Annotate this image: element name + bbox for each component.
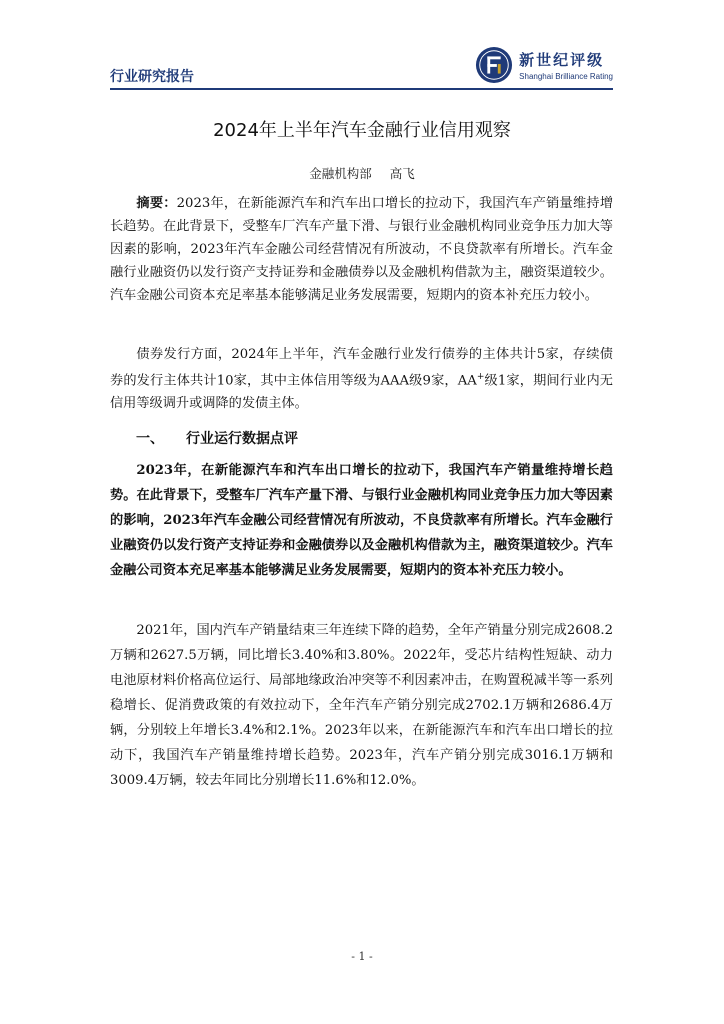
author-name: 高飞 [389,166,415,181]
page-number: - 1 - [351,950,373,963]
section-heading-1 [136,428,298,448]
bond-text-part2: 级1家，期间行业内无信用等级调升或调降的发债主体。 [110,373,613,412]
author-department: 金融机构部 [309,166,372,181]
summary-paragraph: 2023年，在新能源汽车和汽车出口增长的拉动下，我国汽车产销量维持增长趋势。在此背景下，受整车厂汽车产量下滑、与银行业金融机构同业竞争压力加大等因素的影响，2023年汽车金融公司经营情况有所波动，不良贷款率有所增长。汽车金融行业融资仍以发行资产支持证券和金融债券以及金融机构借款为主，融资渠道较少。汽车金融公司资本充足率基本能够满足业务发展需要，短期内的资本补充压力较小。 [110,463,613,578]
author-line [0,164,724,182]
abstract-paragraph [110,192,613,307]
brand-name-en: Shanghai Brilliance Rating [519,72,613,81]
bond-issuance-paragraph [110,343,613,415]
section-title: 行业运行数据点评 [186,431,298,447]
rating-plus-sup: + [476,372,485,382]
abstract-label: 摘要： [136,196,177,211]
document-title: 2024年上半年汽车金融行业信用观察 [213,120,511,141]
auto-sales-data-paragraph: 2021年，国内汽车产销量结束三年连续下降的趋势，全年产销量分别完成2608.2万辆和2627.5万辆，同比增长3.40%和3.80%。2022年，受芯片结构性短缺、动力电池原材料价格高位运行、局部地缘政治冲突等不利因素冲击，在购置税减半等一系列稳增长、促消费政策的有效拉动下，全年汽车产销分别完成2702.1万辆和2686.4万辆，分别较上年增长3.4%和2.1%。2023年以来，在新能源汽车和汽车出口增长的拉动下，我国汽车产销量维持增长趋势。2023年，汽车产销分别完成3016.1万辆和3009.4万辆，较去年同比分别增长11.6%和12.0%。 [110,623,613,788]
page-header [110,44,613,90]
brand-name-cn: 新世纪评级 [519,51,605,69]
report-type-label: 行业研究报告 [110,69,194,85]
brand-seal-icon [475,46,513,84]
section-number: 一、 [136,431,164,447]
header-divider [110,88,613,90]
abstract-text: 2023年，在新能源汽车和汽车出口增长的拉动下，我国汽车产销量维持增长趋势。在此背景下，受整车厂汽车产量下滑、与银行业金融机构同业竞争压力加大等因素的影响，2023年汽车金融公司经营情况有所波动，不良贷款率有所增长。汽车金融行业融资仍以发行资产支持证券和金融债券以及金融机构借款为主，融资渠道较少。汽车金融公司资本充足率基本能够满足业务发展需要，短期内的资本补充压力较小。 [110,196,614,303]
bond-text-part1: 债券发行方面，2024年上半年，汽车金融行业发行债券的主体共计5家，存续债券的发行主体共计10家，其中主体信用等级为AAA级9家，AA [110,347,613,389]
brand-logo [475,46,613,84]
